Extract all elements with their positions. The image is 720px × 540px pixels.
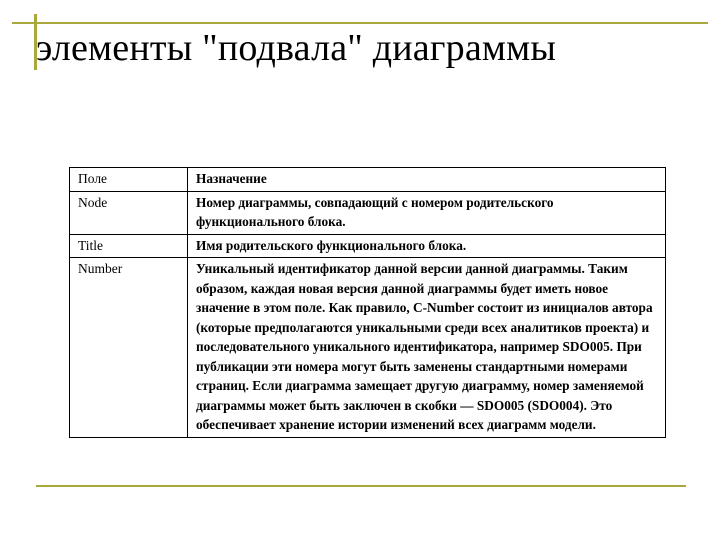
header-purpose: Назначение [188, 168, 666, 192]
table-row [70, 258, 666, 438]
purpose-cell: Номер диаграммы, совпадающий с номером родительского функционального блока. [188, 191, 666, 234]
table-row [70, 234, 666, 258]
field-cell: Title [70, 234, 188, 258]
purpose-cell: Имя родительского функционального блока. [188, 234, 666, 258]
table-header-row [70, 168, 666, 192]
header-field: Поле [70, 168, 188, 192]
decorative-top-line [12, 22, 708, 24]
fields-table [69, 167, 666, 438]
purpose-cell: Уникальный идентификатор данной версии данной диаграммы. Таким образом, каждая новая версия данной диаграммы будет иметь новое значение в этом поле. Как правило, C-Number состоит из инициалов автора (которые предполагаются уникальными среди всех аналитиков проекта) и последовательного уникального идентификатора, например SDO005. При публикации эти номера могут быть заменены стандартными номерами страниц. Если диаграмма замещает другую диаграмму, номер заменяемой диаграммы может быть заключен в скобки — SDO005 (SDO004). Это обеспечивает хранение истории изменений всех диаграмм модели. [188, 258, 666, 438]
decorative-bottom-line [36, 485, 686, 487]
table-row [70, 191, 666, 234]
slide-title: элементы "подвала" диаграммы [36, 27, 557, 69]
field-cell: Number [70, 258, 188, 438]
field-cell: Node [70, 191, 188, 234]
